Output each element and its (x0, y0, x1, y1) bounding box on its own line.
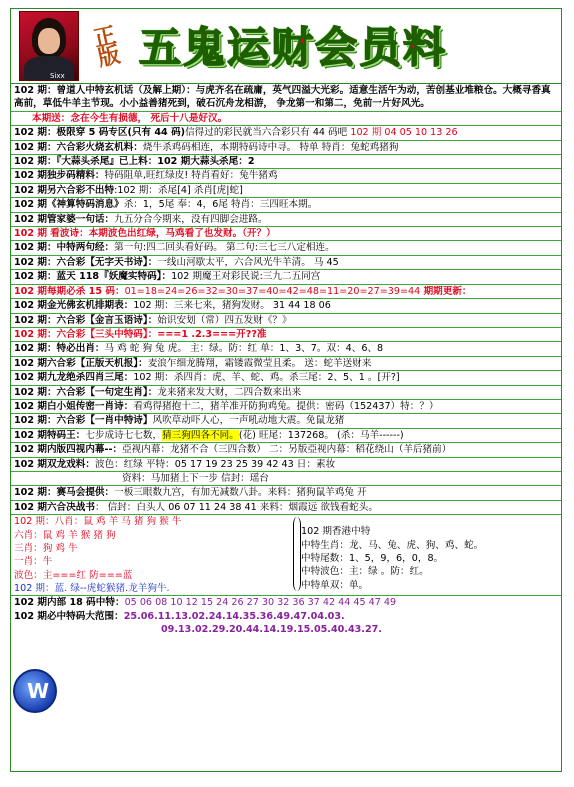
battle-book-row: 102 期六合决战书： 信封：白头人 06 07 11 24 38 41 来料：烟霞远 欲钱看蛇头。 (11, 501, 561, 515)
zodiac-split-panel (11, 515, 561, 596)
garlic-row: 102 期：『大蒜头杀尾』已上料：102 期大蒜头杀尾：2 (11, 155, 561, 169)
split-divider (293, 517, 301, 591)
hk-wave: 中特波色：主：绿 。防：红。 (301, 566, 429, 578)
horse-club-row: 102 期：赛马会提供：一板三眼数九宫，有加无减数八卦。来料：猪狗鼠羊鸡兔 开 (11, 486, 561, 500)
zodiac-left (14, 515, 294, 595)
fire-row: 102 期：六合彩火烧玄机料：烧牛杀鸡码相连，本期特码诗中寻。 特单 特肖：兔蛇鸡猪狗 (11, 141, 561, 155)
page-title: 五鬼运财会员料 (139, 23, 448, 72)
white-lady-row: 102 期白小姐传密一肖诗：看鸡得猪抱十二，猪羊准开防狗鸡兔。提供：密码（152437）特：？） (11, 400, 561, 414)
blue-green-line: 102 期：蓝. 绿--虎蛇猴猪.龙羊狗牛. (14, 583, 170, 595)
double-dragon-row: 102 期双龙戏料：波色：红绿 平特：05 17 19 23 25 39 42 43 日：素妆 (11, 458, 561, 472)
hk-special (301, 525, 551, 592)
golden-buddha-row: 102 期金光佛玄机排期表：102 期：三来七来，猪狗发财。 31 44 18 06 (11, 299, 561, 313)
six-zodiac: 六肖：鼠 鸡 羊 猴 猪 狗 (14, 529, 116, 541)
one-zodiac-row: 102 期：六合彩【一肖中特诗】风吹草动吓人心，一声吼动地大震。免鼠龙猪 (11, 414, 561, 428)
range-row-2: 09.13.02.29.20.44.14.19.15.05.40.43.27. (161, 624, 382, 635)
sub-brand-logo: 正版 (91, 22, 123, 72)
content-rows (11, 84, 561, 636)
god-calc-row: 102 期《神算特码消息》杀：1，5尾 奉：4，6尾 特肖：三四旺本期。 (11, 198, 561, 212)
photo-caption: Sixx (50, 72, 65, 80)
hk-title: 102 期香港中特 (301, 526, 371, 538)
gift-line-row: 本期送：念在今生有损德， 死后十八是好汉。 (11, 112, 561, 126)
machine-phrase-row: 102 期：曾道人中特玄机话（及解上期）：与虎齐名在疏庸，英气四溢大光彩。适意生活午为动，苦创基业堆粮仓。大概寻香真高前，草低牛羊主节现。小小益善猪死到，破石沉舟龙相游， 争龙第一和第二，免前一片好风光。 (11, 84, 561, 112)
header (11, 9, 561, 84)
kill-15-row: 102 期每期必杀 15 码：01=18=24=26=32=30=37=40=42=48=11=20=27=39=44 期期更新： (11, 285, 561, 299)
must-zodiac-row: 102 期：特必出肖：马 鸡 蛇 狗 兔 虎。 主：绿。防：红 单：1、3、7。双：4、6、8 (11, 342, 561, 356)
nine-dragon-row: 102 期九龙绝杀四肖三尾：102 期：杀四肖：虎、羊、蛇、鸡。杀三尾：2、5、1 。[开?] (11, 371, 561, 385)
special-king-row: 102 期特码王：七步成诗七七数，猜三狗四各不同。(花) 旺尾：137268。 (杀：马羊------) (11, 429, 561, 443)
wordless-row: 102 期：六合彩【无字天书诗】：一线山河歇太平，六合风光牛羊清。 马 45 (11, 256, 561, 270)
no-special-row: 102 期另六合彩不出特:102 期：杀尾[4] 杀肖[虎|蛇] (11, 184, 561, 198)
three-zodiac: 三肖：狗 鸡 牛 (14, 543, 78, 554)
page (10, 8, 562, 772)
blue-sky-row: 102 期：蓝天 118『妖魔实特码】：102 期魔王对彩民说:三九二五同宫 (11, 270, 561, 284)
double-dragon-row-2: 资料：马加猪上下一步 信封：瑶台 (11, 472, 561, 486)
sky-report-row: 102 期六合彩【正版天机报】：麦浪乍细龙腾翔，霜镂霞微莹且柔。 送：蛇羊送财来 (11, 357, 561, 371)
tv-inside-row: 102 期内版四视内幕--：亞视内幕：龙猪不合（三四合数） 二：另版亞视内幕：稻花绕山（羊后猪前） (11, 443, 561, 457)
inner-18-row: 102 期内部 18 码中特：05 06 08 10 12 15 24 26 27 30 32 36 37 42 44 45 47 49 (14, 597, 397, 609)
butler-row: 102 期管家婆一句话：九五分合今期来，没有四脚会进路。 (11, 213, 561, 227)
wave-poem-row: 102 期 看波诗：本期波色出红绿，马鸡看了也发财。（开？） (11, 227, 561, 241)
site-logo: W (13, 669, 57, 713)
golden-words-row: 102 期：六合彩【金言玉语诗】：始识安划（常）四五发财《？》 (11, 314, 561, 328)
hk-zodiac: 中特生肖：龙、马、兔、虎、狗、鸡、蛇。 (301, 539, 484, 551)
solo-row: 102 期独步码精料：特码阻单,旺红绿皮! 特肖看好：兔牛猪鸡 (11, 169, 561, 183)
range-row: 102 期必中特码大范围：25.06.11.13.02.24.14.35.36.49.47.04.03. (14, 610, 345, 622)
hk-tail: 中特尾数：1、5，9，6，0，8。 (301, 553, 444, 564)
wave-color: 波色：主===红 防===蓝 (14, 569, 133, 581)
two-sentence-row: 102 期：中特两句经：第一句:四二回头看好码。 第二句:三七三八定相连。 (11, 241, 561, 255)
limit-5-row: 102 期：极限穿 5 码专区(只有 44 码)信得过的彩民就当六合彩只有 44 码吧 102 期 04 05 10 13 26 (11, 126, 561, 140)
one-zodiac: 一肖：牛 (14, 556, 53, 568)
one-sentence-row: 102 期：六合彩【一句定生肖】：龙来猪来发大财，二四合数来出来 (11, 386, 561, 400)
eight-zodiac: 102 期：八肖：鼠 鸡 羊 马 猪 狗 猴 牛 (14, 516, 182, 528)
three-head-row: 102 期：六合彩【三头中特码】：===1 .2.3===开??准 (11, 328, 561, 342)
host-photo (19, 11, 79, 81)
hk-odd-even: 中特单双：单。 (301, 579, 369, 591)
